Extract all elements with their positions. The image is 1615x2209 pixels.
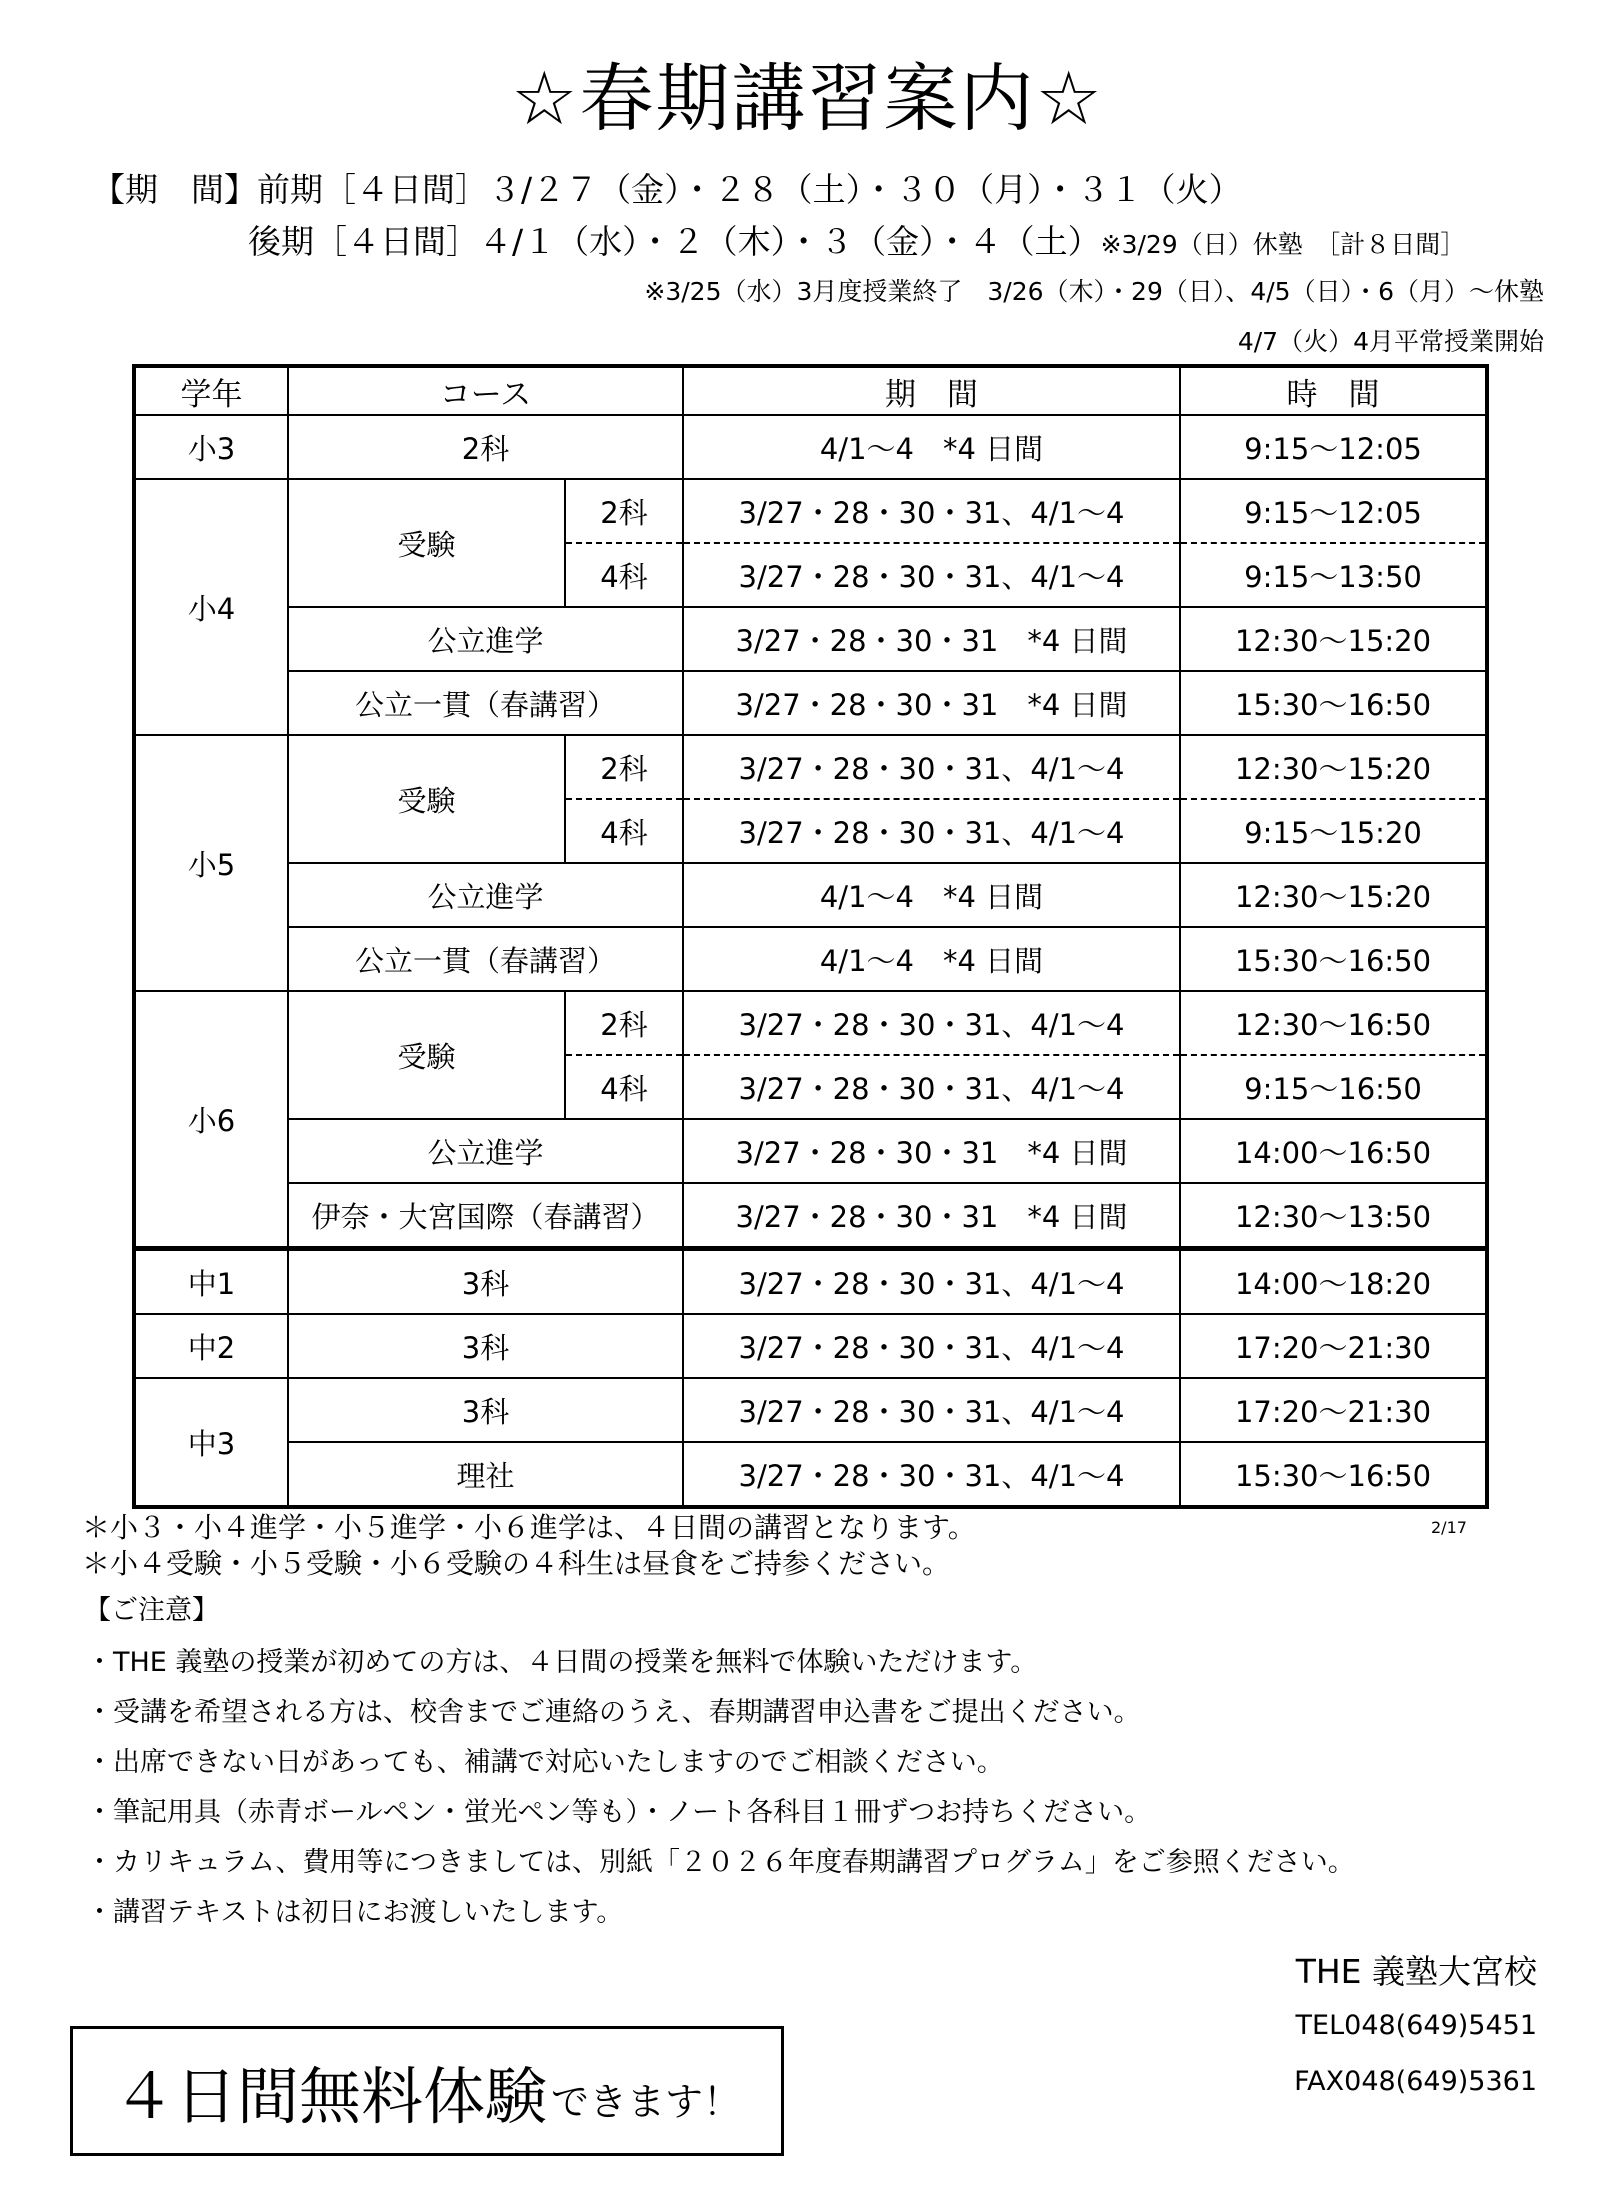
- period-cell: 3/27・28・30・31、4/1～4: [683, 1055, 1180, 1119]
- course-cell: 理社: [288, 1442, 683, 1507]
- page-title: ☆春期講習案内☆: [511, 56, 1104, 142]
- time-cell: 14:00～18:20: [1180, 1249, 1487, 1315]
- period-cell: 3/27・28・30・31 *4 日間: [683, 607, 1180, 671]
- course-cell: 3科: [288, 1249, 683, 1315]
- course-cell: 受験: [288, 991, 565, 1119]
- period-cell: 4/1～4 *4 日間: [683, 863, 1180, 927]
- school-tel: TEL048(649)5451: [1295, 2010, 1537, 2041]
- period-cell: 3/27・28・30・31、4/1～4: [683, 479, 1180, 543]
- time-cell: 12:30～13:50: [1180, 1183, 1487, 1249]
- caution-item: ・筆記用具（赤青ボールペン・蛍光ペン等も）・ノート各科目１冊ずつお持ちください。: [86, 1797, 1152, 1828]
- header-course: コース: [288, 366, 683, 415]
- table-row: [134, 479, 1487, 543]
- header-grade: 学年: [134, 366, 288, 415]
- schedule-table: [132, 364, 1489, 1509]
- time-cell: 15:30～16:50: [1180, 1442, 1487, 1507]
- course-cell: 3科: [288, 1378, 683, 1442]
- caution-item: ・講習テキストは初日にお渡しいたします。: [86, 1897, 624, 1928]
- subcourse-cell: 4科: [565, 1055, 683, 1119]
- time-cell: 9:15～16:50: [1180, 1055, 1487, 1119]
- table-row: [134, 735, 1487, 799]
- table-row: [134, 1314, 1487, 1378]
- grade-cell: 小4: [134, 479, 288, 735]
- period-cell: 3/27・28・30・31、4/1～4: [683, 543, 1180, 607]
- period-cell: 3/27・28・30・31 *4 日間: [683, 1183, 1180, 1249]
- period-cell: 3/27・28・30・31、4/1～4: [683, 1314, 1180, 1378]
- time-cell: 15:30～16:50: [1180, 927, 1487, 991]
- period-cell: 3/27・28・30・31、4/1～4: [683, 1442, 1180, 1507]
- free-trial-box: [70, 2026, 784, 2156]
- period-line-first: [92, 164, 1242, 211]
- grade-cell: 中2: [134, 1314, 288, 1378]
- table-row: [134, 415, 1487, 479]
- course-cell: 2科: [288, 415, 683, 479]
- time-cell: 17:20～21:30: [1180, 1314, 1487, 1378]
- school-fax: FAX048(649)5361: [1294, 2066, 1537, 2097]
- regular-start-note: 4/7（火）4月平常授業開始: [1237, 327, 1544, 356]
- period-label: 【期 間】: [92, 170, 257, 209]
- header-time: 時 間: [1180, 366, 1487, 415]
- course-cell: 公立一貫（春講習）: [288, 927, 683, 991]
- time-cell: 12:30～15:20: [1180, 607, 1487, 671]
- table-row: [134, 671, 1487, 735]
- period-cell: 3/27・28・30・31、4/1～4: [683, 735, 1180, 799]
- table-row: [134, 1119, 1487, 1183]
- course-cell: 公立進学: [288, 1119, 683, 1183]
- table-row: [134, 607, 1487, 671]
- course-cell: 公立一貫（春講習）: [288, 671, 683, 735]
- closure-note: ※3/25（水）3月度授業終了 3/26（木）・29（日）、4/5（日）・6（月）～休塾: [644, 277, 1544, 306]
- time-cell: 14:00～16:50: [1180, 1119, 1487, 1183]
- subcourse-cell: 2科: [565, 479, 683, 543]
- footnote-1: ＊小３・小４進学・小５進学・小６進学は、４日間の講習となります。: [82, 1511, 976, 1544]
- subcourse-cell: 4科: [565, 799, 683, 863]
- time-cell: 12:30～16:50: [1180, 991, 1487, 1055]
- period-cell: 3/27・28・30・31、4/1～4: [683, 991, 1180, 1055]
- table-row: [134, 1249, 1487, 1315]
- table-row: [134, 1378, 1487, 1442]
- subcourse-cell: 2科: [565, 735, 683, 799]
- course-cell: 受験: [288, 479, 565, 607]
- period-second: 後期［４日間］４/１（水）・２（木）・３（金）・４（土）: [248, 222, 1101, 261]
- grade-cell: 小6: [134, 991, 288, 1249]
- free-trial-main: ４日間無料体験: [112, 2059, 547, 2133]
- grade-cell: 小3: [134, 415, 288, 479]
- page-number: 2/17: [1431, 1518, 1467, 1537]
- caution-item: ・カリキュラム、費用等につきましては、別紙「２０２６年度春期講習プログラム」をご参照ください。: [86, 1847, 1355, 1878]
- period-second-note: ※3/29（日）休塾 ［計８日間］: [1100, 230, 1466, 259]
- school-name: THE 義塾大宮校: [1295, 1952, 1537, 1991]
- time-cell: 12:30～15:20: [1180, 735, 1487, 799]
- time-cell: 17:20～21:30: [1180, 1378, 1487, 1442]
- period-cell: 4/1～4 *4 日間: [683, 927, 1180, 991]
- free-trial-sub: できます！: [551, 2079, 742, 2124]
- caution-heading: 【ご注意】: [84, 1595, 219, 1626]
- time-cell: 15:30～16:50: [1180, 671, 1487, 735]
- subcourse-cell: 2科: [565, 991, 683, 1055]
- period-cell: 4/1～4 *4 日間: [683, 415, 1180, 479]
- table-row: [134, 1442, 1487, 1507]
- caution-item: ・受講を希望される方は、校舎までご連絡のうえ、春期講習申込書をご提出ください。: [86, 1697, 1141, 1728]
- subcourse-cell: 4科: [565, 543, 683, 607]
- time-cell: 9:15～13:50: [1180, 543, 1487, 607]
- period-cell: 3/27・28・30・31、4/1～4: [683, 1378, 1180, 1442]
- table-row: [134, 1183, 1487, 1249]
- period-cell: 3/27・28・30・31、4/1～4: [683, 799, 1180, 863]
- caution-item: ・THE 義塾の授業が初めての方は、４日間の授業を無料で体験いただけます。: [86, 1647, 1038, 1678]
- grade-cell: 中3: [134, 1378, 288, 1507]
- time-cell: 12:30～15:20: [1180, 863, 1487, 927]
- caution-item: ・出席できない日があっても、補講で対応いたしますのでご相談ください。: [86, 1747, 1004, 1778]
- course-cell: 受験: [288, 735, 565, 863]
- course-cell: 3科: [288, 1314, 683, 1378]
- period-cell: 3/27・28・30・31、4/1～4: [683, 1249, 1180, 1315]
- course-cell: 公立進学: [288, 863, 683, 927]
- table-row: [134, 863, 1487, 927]
- time-cell: 9:15～12:05: [1180, 415, 1487, 479]
- time-cell: 9:15～12:05: [1180, 479, 1487, 543]
- time-cell: 9:15～15:20: [1180, 799, 1487, 863]
- period-first: 前期［４日間］３/２７（金）・２８（土）・３０（月）・３１（火）: [257, 170, 1242, 209]
- course-cell: 公立進学: [288, 607, 683, 671]
- course-cell: 伊奈・大宮国際（春講習）: [288, 1183, 683, 1249]
- table-row: [134, 991, 1487, 1055]
- footnote-2: ＊小４受験・小５受験・小６受験の４科生は昼食をご持参ください。: [82, 1547, 951, 1580]
- period-cell: 3/27・28・30・31 *4 日間: [683, 1119, 1180, 1183]
- grade-cell: 小5: [134, 735, 288, 991]
- table-header-row: [134, 366, 1487, 415]
- period-cell: 3/27・28・30・31 *4 日間: [683, 671, 1180, 735]
- grade-cell: 中1: [134, 1249, 288, 1315]
- table-row: [134, 927, 1487, 991]
- header-period: 期 間: [683, 366, 1180, 415]
- period-line-second: [248, 216, 1465, 263]
